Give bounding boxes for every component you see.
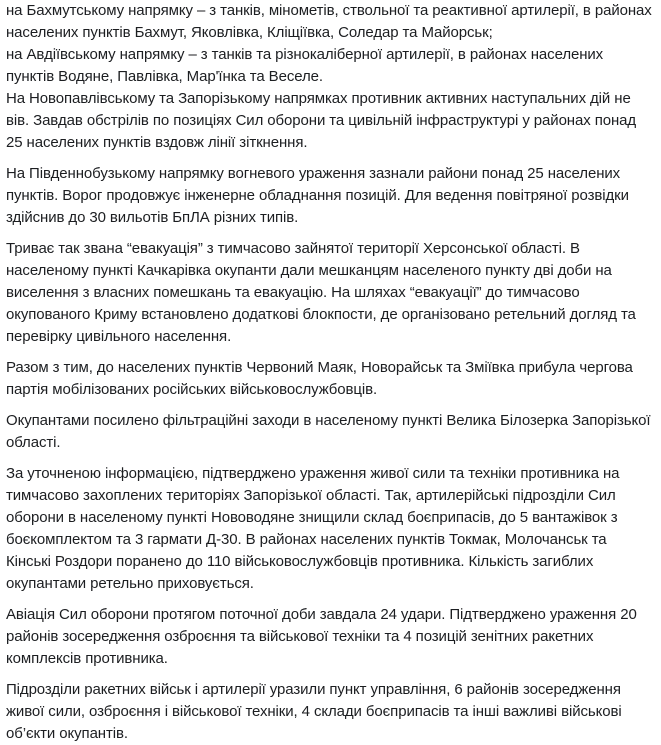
paragraph-rocket-artillery — [6, 679, 655, 745]
text-line: комплексів противника. — [6, 650, 168, 667]
text-line: Окупантами посилено фільтраційні заходи в населеному пункті Велика Білозерка Запорізької — [6, 412, 651, 429]
text-line: Триває так звана “евакуація” з тимчасово зайнятої території Херсонської області. В — [6, 240, 580, 257]
paragraph-shelling-directions — [6, 0, 655, 154]
paragraph-south-buh — [6, 163, 655, 229]
text-line: районів зосередження озброєння та військової техніки та 4 позицій зенітних ракетних — [6, 628, 594, 645]
text-line: області. — [6, 434, 61, 451]
text-line: окупантами ретельно приховується. — [6, 575, 254, 592]
text-line: виселення з власних помешкань та евакуацію. На шляхах “евакуації” до тимчасово — [6, 284, 580, 301]
paragraph-evacuation — [6, 238, 655, 348]
text-line: населених пунктів Бахмут, Яковлівка, Кліщіївка, Соледар та Майорськ; — [6, 24, 493, 41]
text-line: Авіація Сил оборони протягом поточної доби завдала 24 удари. Підтверджено ураження 20 — [6, 606, 637, 623]
text-line: Разом з тим, до населених пунктів Червоний Маяк, Новорайськ та Зміївка прибула чергова — [6, 359, 633, 376]
text-line: здійснив до 30 вильотів БпЛА різних типів. — [6, 209, 299, 226]
text-line: окупованого Криму встановлено додаткові блокпости, де організовано ретельний догляд та — [6, 306, 636, 323]
paragraph-zaporizhzhia-strikes — [6, 463, 655, 595]
text-line: За уточненою інформацією, підтверджено ураження живої сили та техніки противника на — [6, 465, 620, 482]
text-line: оборони в населеному пункті Нововодяне знищили склад боєприпасів, до 5 вантажівок з — [6, 509, 618, 526]
text-line: пунктів Водяне, Павлівка, Мар'їнка та Веселе. — [6, 68, 323, 85]
text-line: населеному пункті Качкарівка окупанти дали мешканцям населеного пункту дві доби на — [6, 262, 612, 279]
paragraph-mobilized — [6, 357, 655, 401]
text-line: На Південнобузькому напрямку вогневого ураження зазнали райони понад 25 населених — [6, 165, 621, 182]
text-line: на Бахмутському напрямку – з танків, мінометів, ствольної та реактивної артилерії, в районах — [6, 2, 652, 19]
text-line: Підрозділи ракетних військ і артилерії уразили пункт управління, 6 районів зосередження — [6, 681, 621, 698]
text-line: на Авдіївському напрямку – з танків та різнокаліберної артилерії, в районах населених — [6, 46, 604, 63]
paragraph-filtration — [6, 410, 655, 454]
text-line: 25 населених пунктів вздовж лінії зіткнення. — [6, 134, 308, 151]
text-line: вів. Завдав обстрілів по позиціях Сил оборони та цивільній інфраструктурі у районах понад — [6, 112, 637, 129]
paragraph-aviation — [6, 604, 655, 670]
text-line: боєкомплектом та 3 гармати Д-30. В районах населених пунктів Токмак, Молочанськ та — [6, 531, 607, 548]
text-line: На Новопавлівському та Запорізькому напрямках противник активних наступальних дій не — [6, 90, 631, 107]
text-line: пунктів. Ворог продовжує інженерне обладнання позицій. Для ведення повітряної розвідки — [6, 187, 629, 204]
text-line: партія мобілізованих російських військовослужбовців. — [6, 381, 378, 398]
text-line: перевірку цивільного населення. — [6, 328, 232, 345]
text-line: об’єкти окупантів. — [6, 725, 128, 742]
text-line: живої сили, озброєння і військової техніки, 4 склади боєприпасів та інші важливі військові — [6, 703, 622, 720]
text-line: тимчасово захоплених територіях Запорізької області. Так, артилерійські підрозділи Сил — [6, 487, 616, 504]
text-line: Кінські Роздори поранено до 110 військовослужбовців противника. Кількість загиблих — [6, 553, 594, 570]
